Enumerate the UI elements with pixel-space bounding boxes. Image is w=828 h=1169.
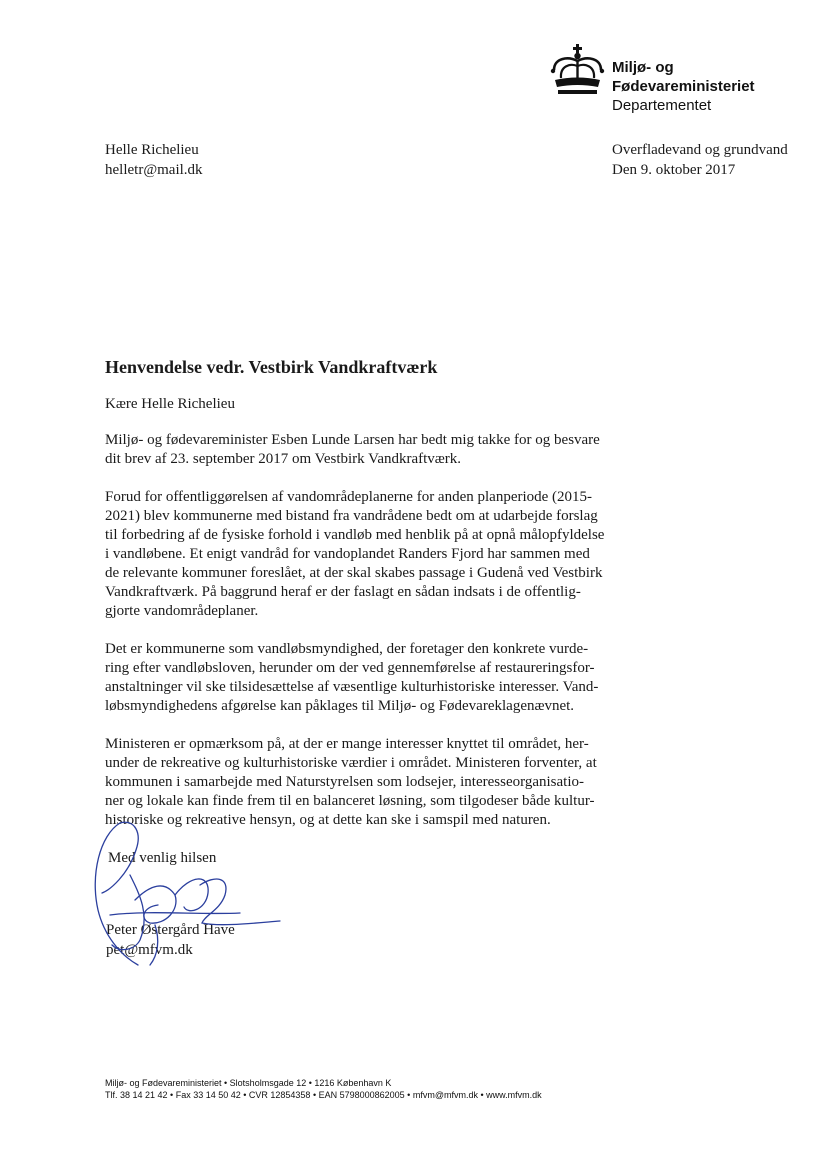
ministry-logo xyxy=(548,44,808,118)
paragraph xyxy=(105,488,605,621)
body-line: dit brev af 23. september 2017 om Vestbirk Vandkraftværk. xyxy=(105,451,462,467)
body-line: til forbedring af de fysiske forhold i vandløb med henblik på at opnå målopfyldelse xyxy=(105,527,605,543)
body-line: Miljø- og fødevareminister Esben Lunde Larsen har bedt mig takke for og besvare xyxy=(105,432,600,448)
body-line: anstaltninger vil ske tilsidesættelse af væsentlige kulturhistoriske interesser. Vand- xyxy=(105,679,599,695)
body-line: kommunen i samarbejde med Naturstyrelsen som lodsejer, interesseorganisatio- xyxy=(105,774,584,790)
letter-date: Den 9. oktober 2017 xyxy=(612,162,736,178)
letter-subject: Henvendelse vedr. Vestbirk Vandkraftværk xyxy=(105,357,438,377)
office-unit: Overfladevand og grundvand xyxy=(612,142,788,158)
body-line: Vandkraftværk. På baggrund heraf er der faslagt en sådan indsats i de offentlig- xyxy=(105,584,581,600)
ministry-name-line1: Miljø- og xyxy=(612,59,674,76)
paragraph xyxy=(105,431,605,469)
signer-email: pet@mfvm.dk xyxy=(106,942,193,958)
footer-address: Miljø- og Fødevareministeriet • Slotsholmsgade 12 • 1216 København K xyxy=(105,1078,392,1088)
body-line: i vandløbene. Et enigt vandråd for vandoplandet Randers Fjord har sammen med xyxy=(105,546,590,562)
body-line: de relevante kommuner foreslået, at der skal skabes passage i Gudenå ved Vestbirk xyxy=(105,565,603,581)
body-line: løbsmyndighedens afgørelse kan påklages til Miljø- og Fødevareklagenævnet. xyxy=(105,698,575,714)
body-line: 2021) blev kommunerne med bistand fra vandrådene bedt om at udarbejde forslag xyxy=(105,508,598,524)
signer-name: Peter Østergård Have xyxy=(106,922,235,938)
body-line: under de rekreative og kulturhistoriske værdier i området. Ministeren forventer, at xyxy=(105,755,597,771)
paragraph xyxy=(105,640,605,716)
letter-greeting: Kære Helle Richelieu xyxy=(105,396,235,412)
body-line: Forud for offentliggørelsen af vandområdeplanerne for anden planperiode (2015- xyxy=(105,489,593,505)
recipient-block xyxy=(105,140,203,180)
body-line: gjorte vandområdeplaner. xyxy=(105,603,259,619)
body-line: ner og lokale kan finde frem til en balanceret løsning, som tilgodeser både kultur- xyxy=(105,793,595,809)
letter-body xyxy=(105,431,605,849)
recipient-name: Helle Richelieu xyxy=(105,142,199,158)
recipient-email: helletr@mail.dk xyxy=(105,162,203,178)
royal-crown-icon xyxy=(548,44,608,104)
footer-contact: Tlf. 38 14 21 42 • Fax 33 14 50 42 • CVR 12854358 • EAN 5798000862005 • mfvm@mfvm.dk • www.mfvm.dk xyxy=(105,1090,542,1100)
body-line: ring efter vandløbsloven, herunder om der ved gennemførelse af restaureringsfor- xyxy=(105,660,595,676)
letter-meta xyxy=(612,140,788,180)
paragraph xyxy=(105,735,605,830)
body-line: historiske og rekreative hensyn, og at dette kan ske i samspil med naturen. xyxy=(105,812,551,828)
closing-phrase: Med venlig hilsen xyxy=(108,850,217,866)
body-line: Det er kommunerne som vandløbsmyndighed, der foretager den konkrete vurde- xyxy=(105,641,589,657)
signer-block xyxy=(106,920,235,960)
department-name: Departementet xyxy=(612,97,712,114)
letter-footer xyxy=(105,1077,542,1101)
ministry-name-line2: Fødevareministeriet xyxy=(612,78,755,95)
body-line: Ministeren er opmærksom på, at der er mange interesser knyttet til området, her- xyxy=(105,736,589,752)
